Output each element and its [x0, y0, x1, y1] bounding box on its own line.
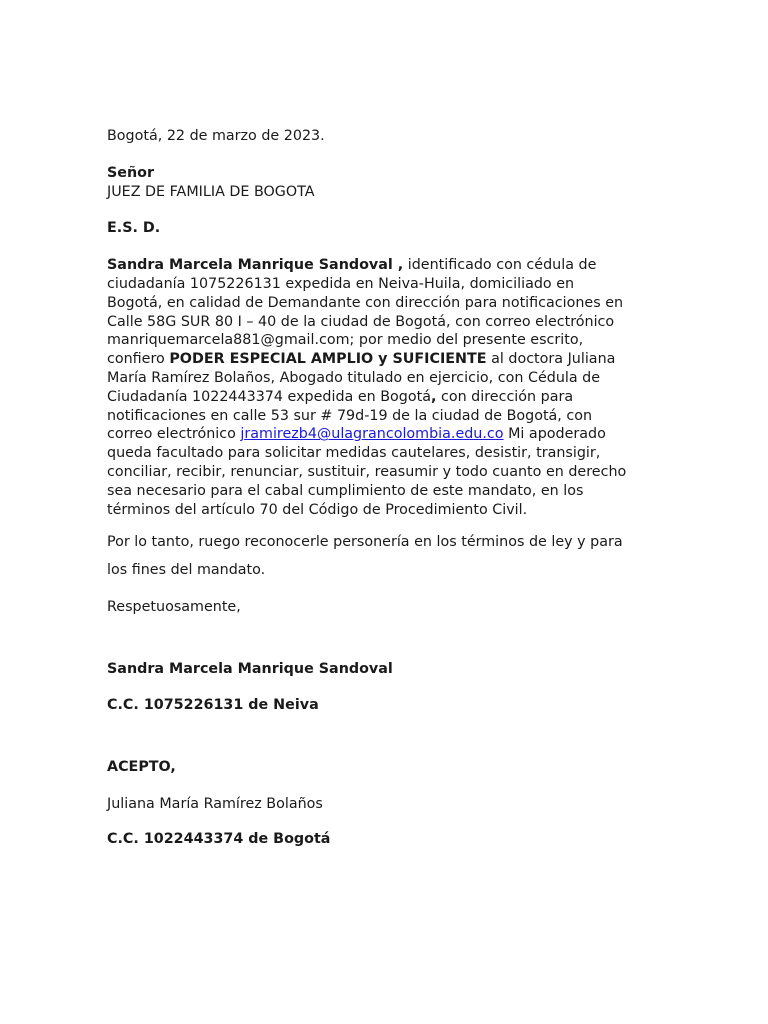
- attorney-email-link[interactable]: jramirezb4@ulagrancolombia.edu.co: [240, 426, 504, 443]
- body-line-8-pre: Ciudadanía 1022443374 expedida en Bogotá: [107, 388, 431, 405]
- body-line-11: queda facultado para solicitar medidas cautelares, desistir, transigir,: [107, 445, 601, 462]
- addressee: JUEZ DE FAMILIA DE BOGOTA: [107, 183, 315, 200]
- body-line-10-pre: correo electrónico: [107, 426, 241, 443]
- closing-line-1: Por lo tanto, ruego reconocerle personería en los términos de ley y para: [107, 534, 623, 551]
- closing-line-2: los fines del mandato.: [107, 562, 266, 579]
- recipient-block: [107, 164, 667, 202]
- body-line-5: manriquemarcela881@gmail.com; por medio del presente escrito,: [107, 332, 584, 349]
- body-line-7: María Ramírez Bolaños, Abogado titulado en ejercicio, con Cédula de: [107, 369, 601, 386]
- closing-paragraph: [107, 528, 667, 584]
- attorney-signature-name: Juliana María Ramírez Bolaños: [107, 795, 323, 812]
- grantor-name: Sandra Marcela Manrique Sandoval ,: [107, 257, 404, 274]
- body-line-6-post: al doctora Juliana: [486, 351, 616, 368]
- body-line-4: Calle 58G SUR 80 I – 40 de la ciudad de Bogotá, con correo electrónico: [107, 313, 615, 330]
- body-line-1: [107, 256, 667, 275]
- body-line-6: [107, 350, 667, 369]
- power-type: PODER ESPECIAL AMPLIO y SUFICIENTE: [169, 351, 487, 368]
- acceptance-label: ACEPTO,: [107, 758, 176, 775]
- body-line-8-post: con dirección para: [436, 388, 574, 405]
- letter-body: [107, 256, 667, 519]
- farewell-greeting: Respetuosamente,: [107, 599, 241, 616]
- body-line-9: notificaciones en calle 53 sur # 79d-19 de la ciudad de Bogotá, con: [107, 407, 593, 424]
- body-line-10-post: Mi apoderado: [503, 426, 606, 443]
- salutation: Señor: [107, 164, 155, 181]
- body-line-1-rest: identificado con cédula de: [403, 257, 597, 274]
- body-line-12: conciliar, recibir, renunciar, sustituir, reasumir y todo cuanto en derecho: [107, 463, 627, 480]
- body-line-10: [107, 425, 667, 444]
- letter-document: [107, 127, 667, 849]
- grantor-id-number: C.C. 1075226131 de Neiva: [107, 696, 319, 713]
- body-line-14: términos del artículo 70 del Código de Procedimiento Civil.: [107, 501, 528, 518]
- attorney-id-number: C.C. 1022443374 de Bogotá: [107, 831, 331, 848]
- body-line-2: ciudadanía 1075226131 expedida en Neiva-Huila, domiciliado en: [107, 275, 575, 292]
- body-line-13: sea necesario para el cabal cumplimiento de este mandato, en los: [107, 482, 584, 499]
- body-line-6-pre: confiero: [107, 351, 170, 368]
- body-line-8: [107, 388, 667, 407]
- body-line-8-comma: ,: [430, 388, 437, 405]
- body-line-3: Bogotá, en calidad de Demandante con dirección para notificaciones en: [107, 294, 624, 311]
- grantor-signature-name: Sandra Marcela Manrique Sandoval: [107, 661, 393, 678]
- esd-abbreviation: E.S. D.: [107, 220, 161, 237]
- letter-date: Bogotá, 22 de marzo de 2023.: [107, 128, 325, 144]
